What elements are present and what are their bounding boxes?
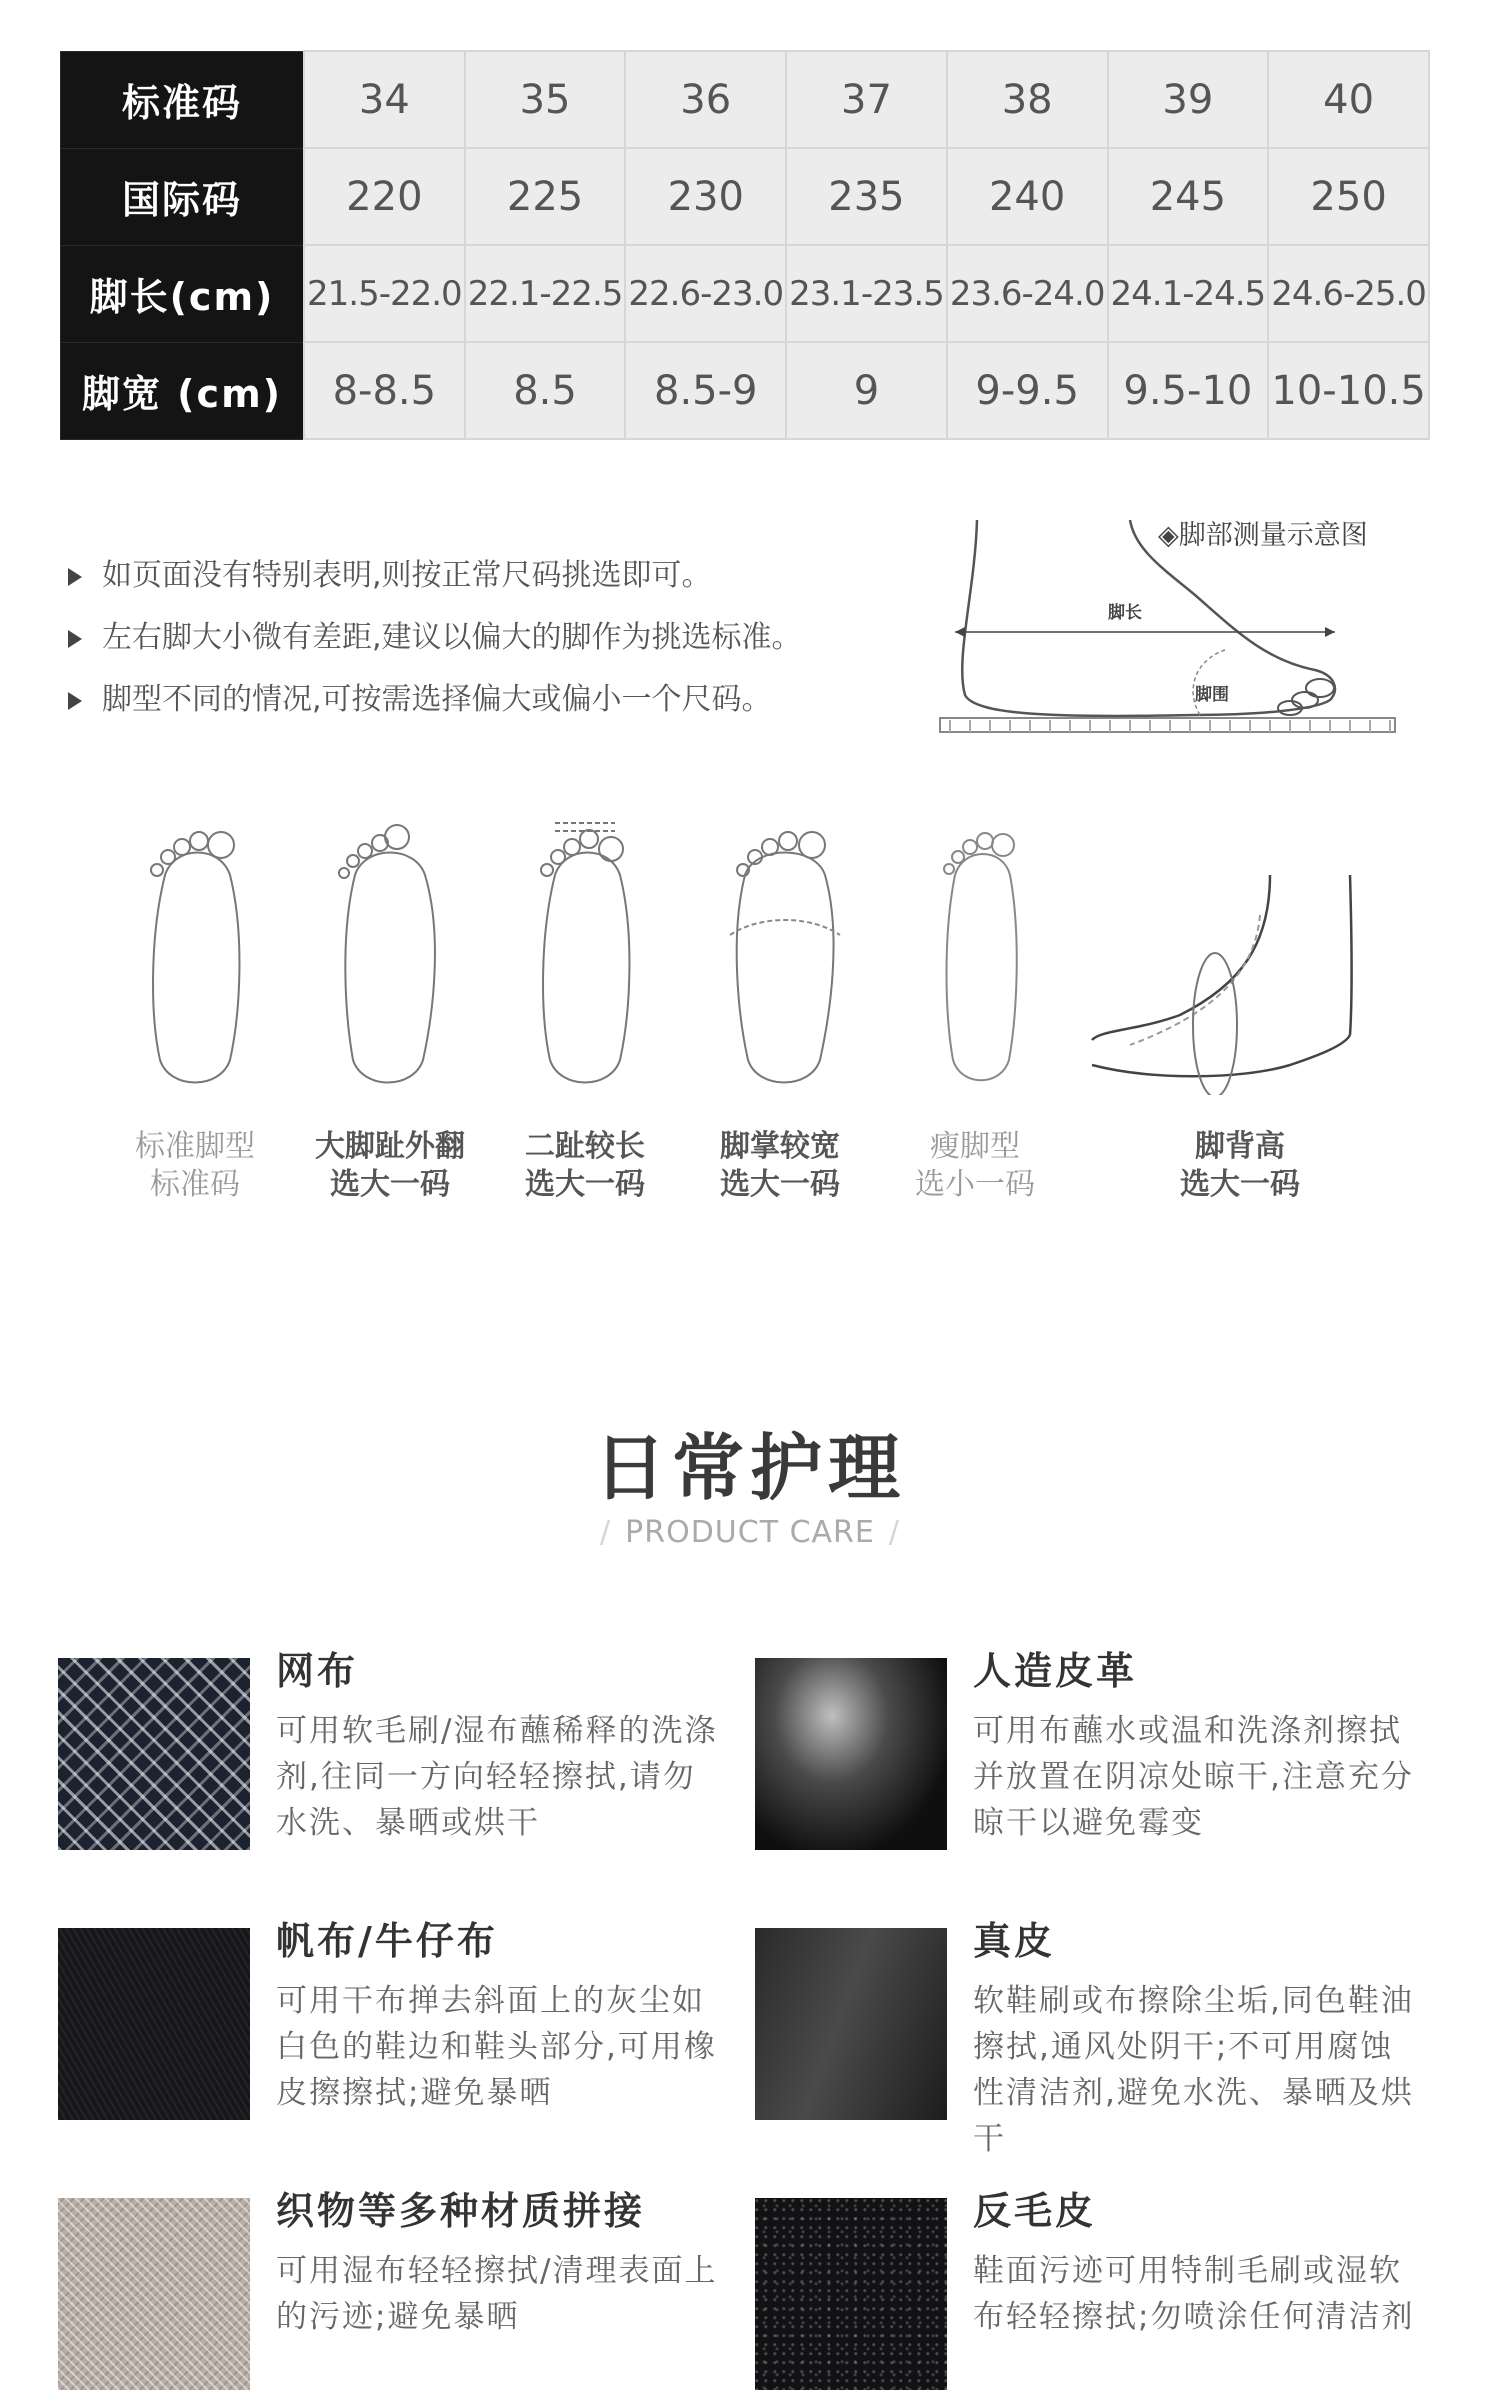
foot-type-advice: 选大一码 bbox=[1180, 1167, 1300, 1202]
material-card bbox=[755, 1640, 1414, 1841]
measure-title: ◈脚部测量示意图 bbox=[1158, 520, 1368, 551]
measure-girth-label: 脚围 bbox=[1195, 685, 1229, 705]
mesh-swatch-image bbox=[58, 1658, 250, 1850]
table-cell: 8.5 bbox=[465, 342, 626, 439]
note-text: 如页面没有特别表明,则按正常尺码挑选即可。 bbox=[102, 558, 712, 593]
size-table bbox=[60, 50, 1430, 440]
table-cell: 225 bbox=[465, 148, 626, 245]
material-description: 可用布蘸水或温和洗涤剂擦拭并放置在阴凉处晾干,注意充分晾干以避免霉变 bbox=[973, 1713, 1414, 1841]
genuine-leather-swatch-image bbox=[755, 1928, 947, 2120]
foot-type-advice: 选大一码 bbox=[330, 1167, 450, 1202]
material-card bbox=[755, 2180, 1415, 2380]
row-header: 国际码 bbox=[61, 148, 305, 245]
material-name: 真皮 bbox=[973, 1919, 1056, 1963]
material-description: 可用软毛刷/湿布蘸稀释的洗涤剂,往同一方向轻轻擦拭,请勿水洗、暴晒或烘干 bbox=[276, 1713, 718, 1841]
foot-type-advice: 标准码 bbox=[150, 1167, 240, 1202]
table-cell: 24.6-25.0 bbox=[1268, 245, 1429, 342]
material-name: 反毛皮 bbox=[973, 2189, 1097, 2233]
material-description: 可用干布掸去斜面上的灰尘如白色的鞋边和鞋头部分,可用橡皮擦擦拭;避免暴晒 bbox=[276, 1983, 717, 2111]
foot-type-advice: 选大一码 bbox=[720, 1167, 840, 1202]
foot-type-label: 瘦脚型 bbox=[930, 1129, 1020, 1164]
table-cell: 23.1-23.5 bbox=[786, 245, 947, 342]
material-name: 网布 bbox=[276, 1649, 359, 1693]
table-cell: 39 bbox=[1108, 51, 1269, 148]
note-item bbox=[68, 545, 802, 607]
foot-type-caption bbox=[300, 1128, 480, 1204]
table-cell: 35 bbox=[465, 51, 626, 148]
table-cell: 22.1-22.5 bbox=[465, 245, 626, 342]
table-cell: 9.5-10 bbox=[1108, 342, 1269, 439]
row-header: 标准码 bbox=[61, 51, 305, 148]
care-section-title: 日常护理 bbox=[593, 1426, 906, 1510]
table-cell: 38 bbox=[947, 51, 1108, 148]
table-cell: 235 bbox=[786, 148, 947, 245]
material-card bbox=[58, 1640, 718, 1841]
synthetic-leather-swatch-image bbox=[755, 1658, 947, 1850]
suede-swatch-image bbox=[755, 2198, 947, 2390]
wide-foot-icon bbox=[720, 815, 850, 1095]
foot-type-caption bbox=[700, 1128, 860, 1204]
table-cell: 24.1-24.5 bbox=[1108, 245, 1269, 342]
row-header: 脚宽 (cm) bbox=[61, 342, 305, 439]
size-notes bbox=[68, 545, 802, 731]
care-subtitle-text: PRODUCT CARE bbox=[625, 1515, 875, 1550]
note-text: 脚型不同的情况,可按需选择偏大或偏小一个尺码。 bbox=[102, 682, 772, 717]
table-row bbox=[61, 342, 1430, 439]
canvas-swatch-image bbox=[58, 1928, 250, 2120]
material-card bbox=[755, 1910, 1414, 2157]
triangle-bullet-icon bbox=[68, 692, 82, 710]
table-cell: 230 bbox=[625, 148, 786, 245]
foot-type-caption bbox=[120, 1128, 270, 1204]
table-row bbox=[61, 51, 1430, 148]
table-cell: 8-8.5 bbox=[304, 342, 465, 439]
table-cell: 36 bbox=[625, 51, 786, 148]
table-cell: 40 bbox=[1268, 51, 1429, 148]
table-cell: 21.5-22.0 bbox=[304, 245, 465, 342]
table-cell: 22.6-23.0 bbox=[625, 245, 786, 342]
foot-type-label: 脚背高 bbox=[1195, 1129, 1285, 1164]
foot-type-caption bbox=[505, 1128, 665, 1204]
table-cell: 10-10.5 bbox=[1268, 342, 1429, 439]
foot-type-advice: 选小一码 bbox=[915, 1167, 1035, 1202]
triangle-bullet-icon bbox=[68, 568, 82, 586]
table-cell: 240 bbox=[947, 148, 1108, 245]
material-description: 软鞋刷或布擦除尘垢,同色鞋油擦拭,通风处阴干;不可用腐蚀性清洁剂,避免水洗、暴晒及烘干 bbox=[973, 1983, 1414, 2157]
table-row bbox=[61, 245, 1430, 342]
foot-type-label: 大脚趾外翻 bbox=[315, 1129, 465, 1164]
note-text: 左右脚大小微有差距,建议以偏大的脚作为挑选标准。 bbox=[102, 620, 802, 655]
material-card bbox=[58, 2180, 718, 2380]
foot-measure-diagram bbox=[935, 510, 1405, 750]
foot-type-label: 标准脚型 bbox=[135, 1129, 255, 1164]
table-cell: 23.6-24.0 bbox=[947, 245, 1108, 342]
material-card bbox=[58, 1910, 717, 2111]
care-section-subtitle: / PRODUCT CARE / bbox=[600, 1515, 900, 1550]
fabric-mix-swatch-image bbox=[58, 2198, 250, 2390]
note-item bbox=[68, 607, 802, 669]
table-cell: 245 bbox=[1108, 148, 1269, 245]
material-name: 帆布/牛仔布 bbox=[276, 1919, 498, 1963]
table-cell: 37 bbox=[786, 51, 947, 148]
material-description: 可用湿布轻轻擦拭/清理表面上的污迹;避免暴晒 bbox=[276, 2253, 718, 2335]
table-cell: 34 bbox=[304, 51, 465, 148]
foot-type-caption bbox=[895, 1128, 1055, 1204]
standard-foot-icon bbox=[135, 815, 255, 1095]
table-cell: 250 bbox=[1268, 148, 1429, 245]
high-instep-foot-icon bbox=[1090, 815, 1390, 1095]
material-name: 人造皮革 bbox=[973, 1649, 1138, 1693]
material-description: 鞋面污迹可用特制毛刷或湿软布轻轻擦拭;勿喷涂任何清洁剂 bbox=[973, 2253, 1415, 2335]
table-cell: 9-9.5 bbox=[947, 342, 1108, 439]
table-cell: 9 bbox=[786, 342, 947, 439]
foot-type-label: 二趾较长 bbox=[525, 1129, 645, 1164]
row-header: 脚长(cm) bbox=[61, 245, 305, 342]
bunion-foot-icon bbox=[325, 815, 455, 1095]
note-item bbox=[68, 669, 802, 731]
long-second-toe-foot-icon bbox=[525, 815, 645, 1095]
slim-foot-icon bbox=[925, 815, 1035, 1095]
foot-type-caption bbox=[1160, 1128, 1320, 1204]
table-row bbox=[61, 148, 1430, 245]
triangle-bullet-icon bbox=[68, 630, 82, 648]
measure-length-label: 脚长 bbox=[1108, 603, 1142, 623]
foot-type-advice: 选大一码 bbox=[525, 1167, 645, 1202]
foot-type-label: 脚掌较宽 bbox=[720, 1129, 840, 1164]
material-name: 织物等多种材质拼接 bbox=[276, 2189, 646, 2233]
table-cell: 220 bbox=[304, 148, 465, 245]
table-cell: 8.5-9 bbox=[625, 342, 786, 439]
